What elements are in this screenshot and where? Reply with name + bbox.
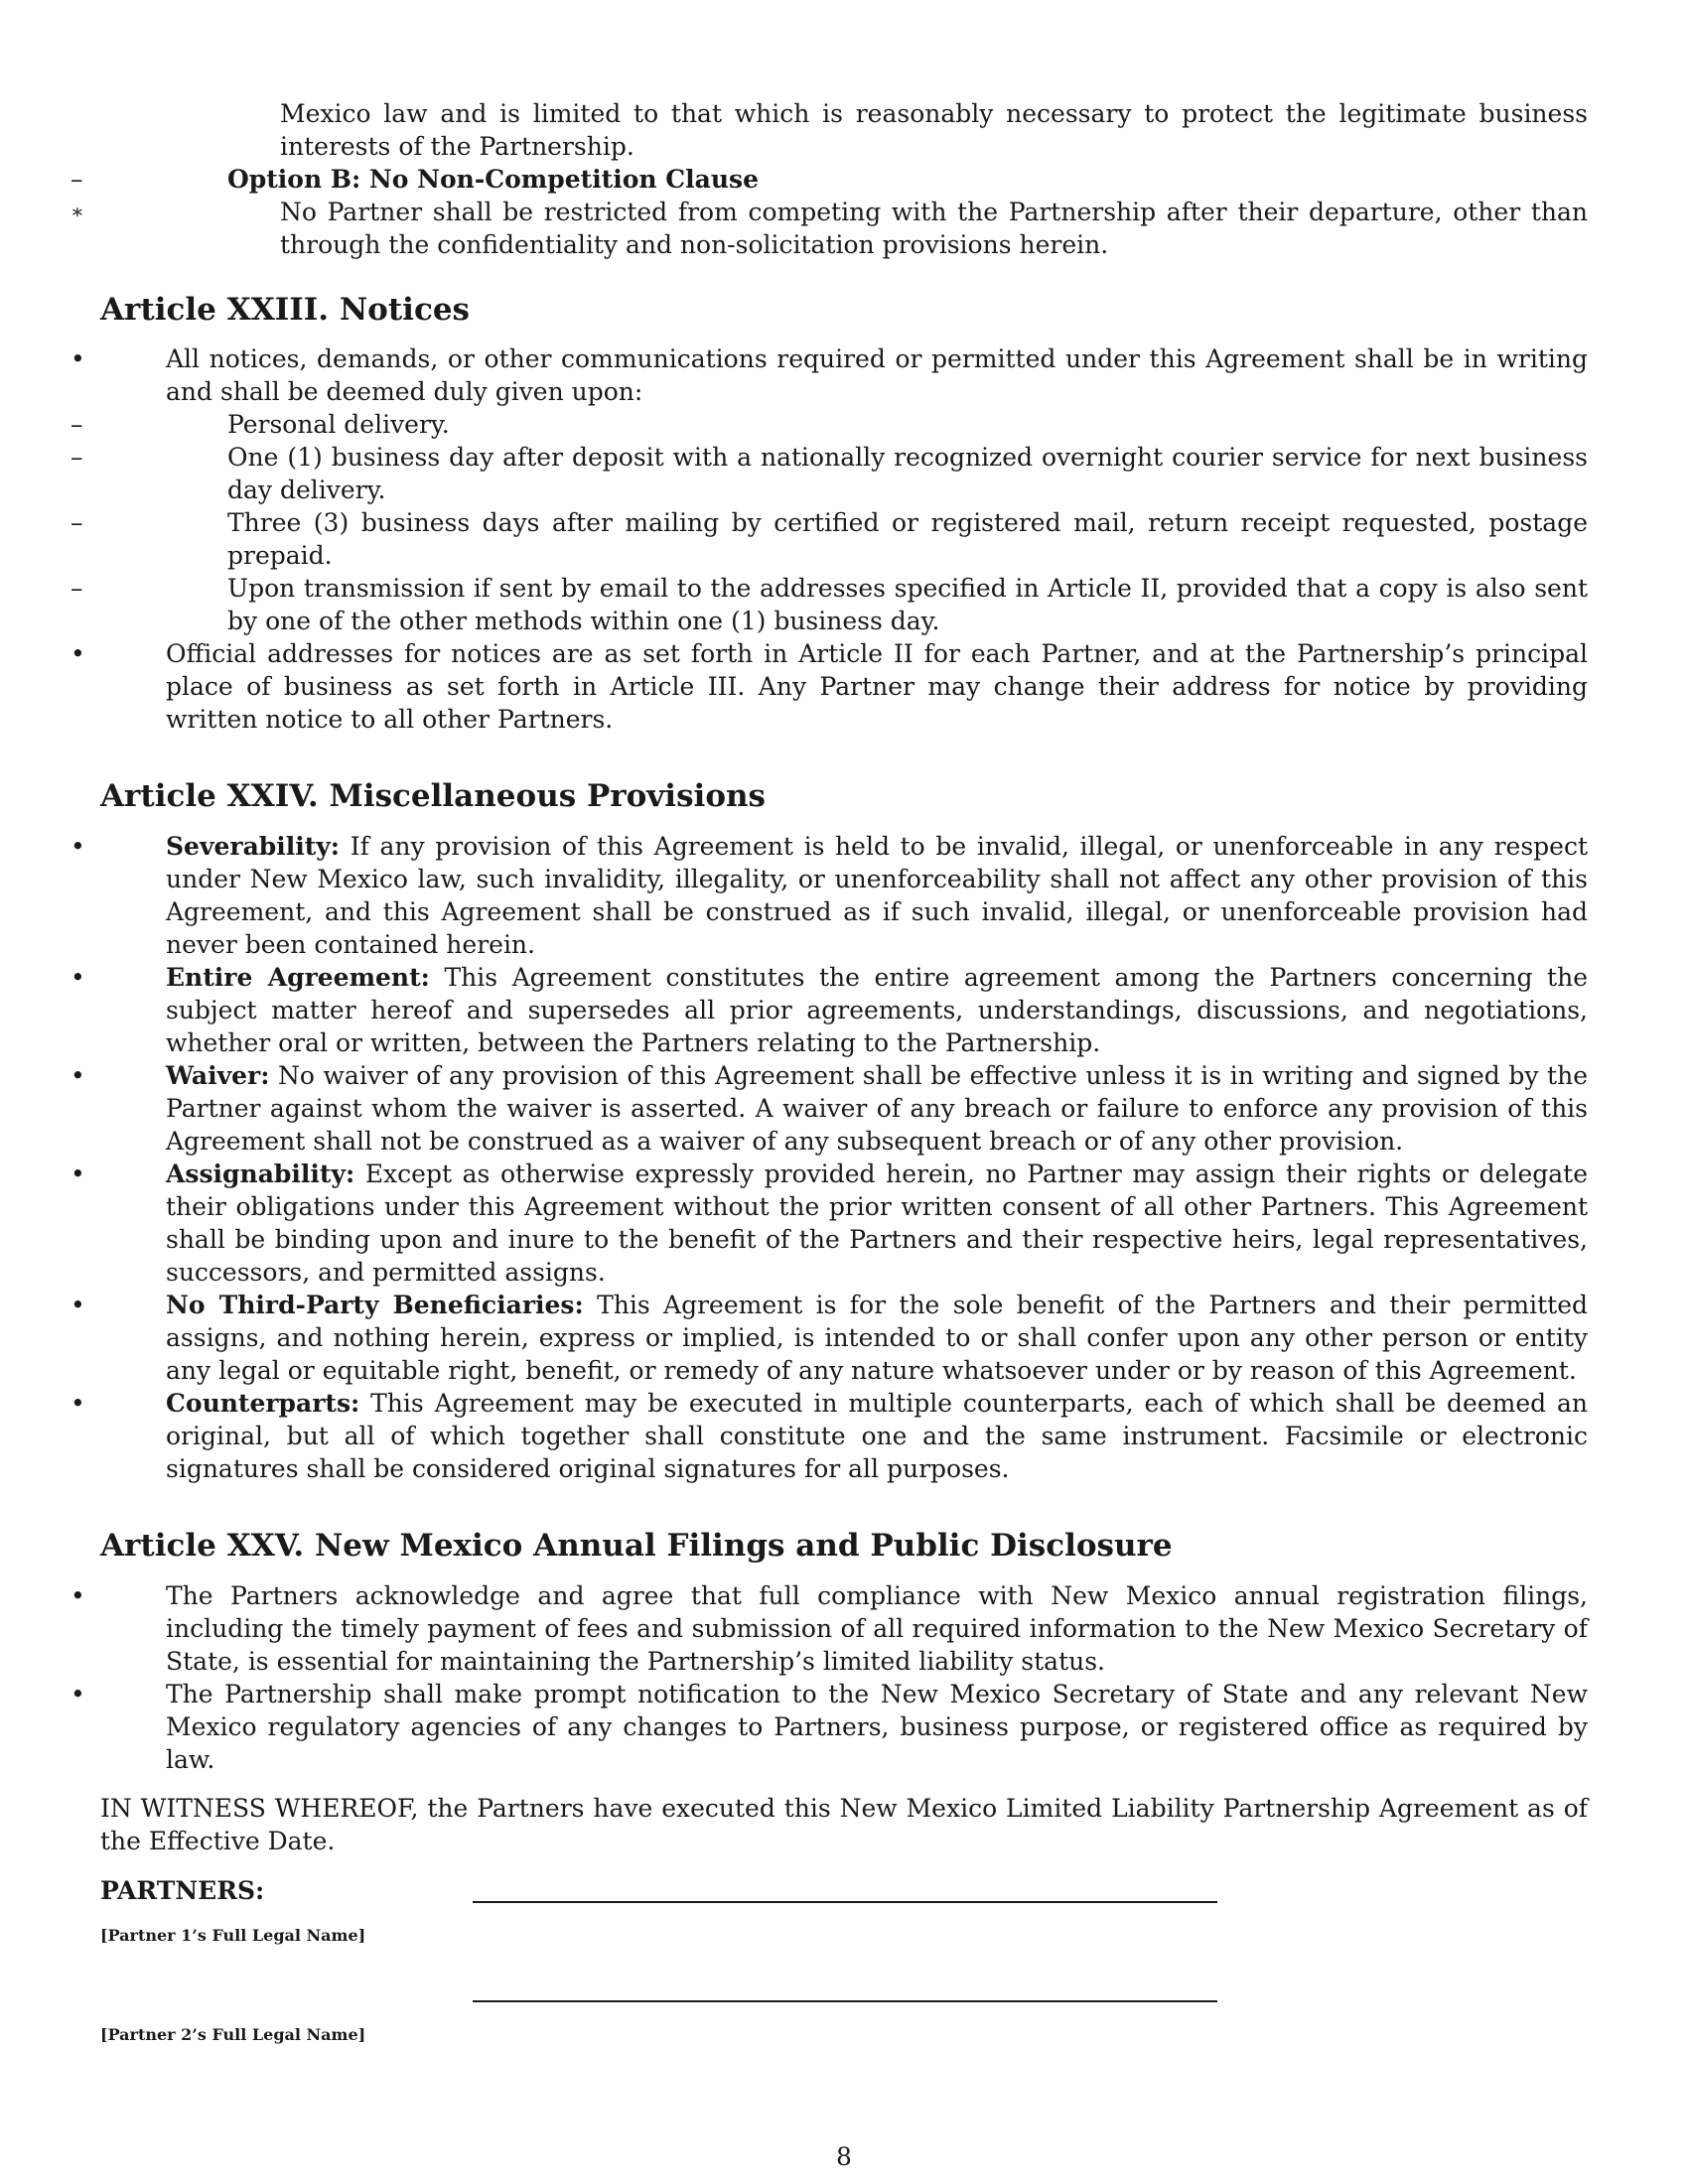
list-item [70, 830, 1588, 961]
provision-text: This Agreement may be executed in multiple counterparts, each of which shall be deemed an original, but all of which together shall constitute one and the same instrument. Facsimile or electronic signatures shall be considered original signatures for all purposes. [166, 1389, 1588, 1483]
dash-marker: – [70, 574, 83, 603]
provision-label: Waiver: [166, 1061, 270, 1090]
list-subitem [70, 506, 1588, 572]
bullet-marker: • [70, 1680, 85, 1708]
list-item [70, 637, 1588, 736]
list-subitem [70, 441, 1588, 506]
list-item [70, 1289, 1588, 1387]
list-subitem [70, 572, 1588, 637]
dash-marker: – [70, 443, 83, 472]
bullet-marker: • [70, 1061, 85, 1090]
option-b-item [70, 163, 1588, 196]
filing-text: The Partners acknowledge and agree that full compliance with New Mexico annual registration filings, including the timely payment of fees and submission of all required information to the New Mexico Secretary of State, is essential for maintaining the Partnership’s limited liability status. [166, 1581, 1588, 1676]
article-24-heading: Article XXIV. Miscellaneous Provisions [100, 778, 766, 814]
list-item [70, 1158, 1588, 1289]
partner-2-name: [Partner 2’s Full Legal Name] [100, 2025, 366, 2044]
notice-method: One (1) business day after deposit with a nationally recognized overnight courier service for next business day delivery. [227, 443, 1588, 504]
list-item [70, 1678, 1588, 1776]
bullet-marker: • [70, 1160, 85, 1188]
provision-label: Counterparts: [166, 1389, 360, 1418]
bullet-marker: • [70, 832, 85, 861]
option-b-text: No Partner shall be restricted from competing with the Partnership after their departure, other than through the confidentiality and non-solicitation provisions herein. [280, 198, 1588, 259]
notice-addresses: Official addresses for notices are as set forth in Article II for each Partner, and at the Partnership’s principal place of business as set forth in Article III. Any Partner may change their address for notice by providing written notice to all other Partners. [166, 639, 1588, 734]
provision-text: No waiver of any provision of this Agreement shall be effective unless it is in writing and signed by the Partner against whom the waiver is asserted. A waiver of any breach or failure to enforce any provision of this Agreement shall not be construed as a waiver of any subsequent breach or of any other provision. [166, 1061, 1588, 1156]
provision-label: Assignability: [166, 1160, 355, 1188]
bullet-marker: • [70, 963, 85, 992]
provision-text: This Agreement constitutes the entire agreement among the Partners concerning the subject matter hereof and supersedes all prior agreements, understandings, discussions, and negotiations, whether oral or written, between the Partners relating to the Partnership. [166, 963, 1588, 1057]
signature-line [473, 2000, 1217, 2002]
list-item [70, 1579, 1588, 1678]
bullet-marker: • [70, 639, 85, 668]
provision-label: Entire Agreement: [166, 963, 430, 992]
list-subitem [70, 408, 1588, 441]
provision-text: If any provision of this Agreement is held to be invalid, illegal, or unenforceable in any respect under New Mexico law, such invalidity, illegality, or unenforceability shall not affect any other provision of this Agreement, and this Agreement shall be construed as if such invalid, illegal, or unenforceable provision had never been contained herein. [166, 832, 1588, 959]
dash-marker: – [70, 410, 83, 439]
list-item [70, 1387, 1588, 1485]
provision-text: Except as otherwise expressly provided herein, no Partner may assign their rights or delegate their obligations under this Agreement without the prior written consent of all other Partners. This Agreement shall be binding upon and inure to the benefit of the Partners and their respective heirs, legal representatives, successors, and permitted assigns. [166, 1160, 1588, 1287]
signature-line [473, 1901, 1217, 1903]
partner-1-name: [Partner 1’s Full Legal Name] [100, 1926, 366, 1945]
list-item [70, 1059, 1588, 1158]
provision-label: Severability: [166, 832, 341, 861]
notice-method: Three (3) business days after mailing by certified or registered mail, return receipt requested, postage prepaid. [227, 508, 1588, 570]
witness-clause: IN WITNESS WHEREOF, the Partners have executed this New Mexico Limited Liability Partnership Agreement as of the Effective Date. [100, 1794, 1588, 1855]
notice-method: Personal delivery. [227, 410, 450, 439]
dash-marker: – [70, 165, 83, 194]
bullet-marker: • [70, 1291, 85, 1319]
page-number: 8 [836, 2142, 852, 2171]
article-25-heading: Article XXV. New Mexico Annual Filings and Public Disclosure [100, 1528, 1173, 1564]
provision-text: This Agreement is for the sole benefit of the Partners and their permitted assigns, and nothing herein, express or implied, is intended to or shall confer upon any other person or entity any legal or equitable right, benefit, or remedy of any nature whatsoever under or by reason of this Agreement. [166, 1291, 1588, 1385]
bullet-marker: • [70, 1389, 85, 1418]
option-b-title: Option B: No Non-Competition Clause [227, 165, 760, 194]
document-page [70, 97, 1588, 1907]
continuation-text: Mexico law and is limited to that which is reasonably necessary to protect the legitimate business interests of the Partnership. [280, 99, 1588, 161]
filing-text: The Partnership shall make prompt notification to the New Mexico Secretary of State and any relevant New Mexico regulatory agencies of any changes to Partners, business purpose, or registered office as required by law. [166, 1680, 1588, 1774]
notices-intro: All notices, demands, or other communications required or permitted under this Agreement shall be in writing and shall be deemed duly given upon: [166, 344, 1588, 406]
dash-marker: – [70, 508, 83, 537]
option-b-subitem [70, 196, 1588, 261]
list-item [70, 961, 1588, 1059]
article-23-heading: Article XXIII. Notices [100, 292, 470, 328]
notice-method: Upon transmission if sent by email to the addresses specified in Article II, provided that a copy is also sent by one of the other methods within one (1) business day. [227, 574, 1588, 635]
list-item [70, 342, 1588, 408]
bullet-marker: • [70, 1581, 85, 1610]
provision-label: No Third-Party Beneficiaries: [166, 1291, 584, 1319]
partners-label: PARTNERS: [100, 1876, 265, 1905]
asterisk-marker: ∗ [70, 200, 84, 223]
bullet-marker: • [70, 344, 85, 373]
